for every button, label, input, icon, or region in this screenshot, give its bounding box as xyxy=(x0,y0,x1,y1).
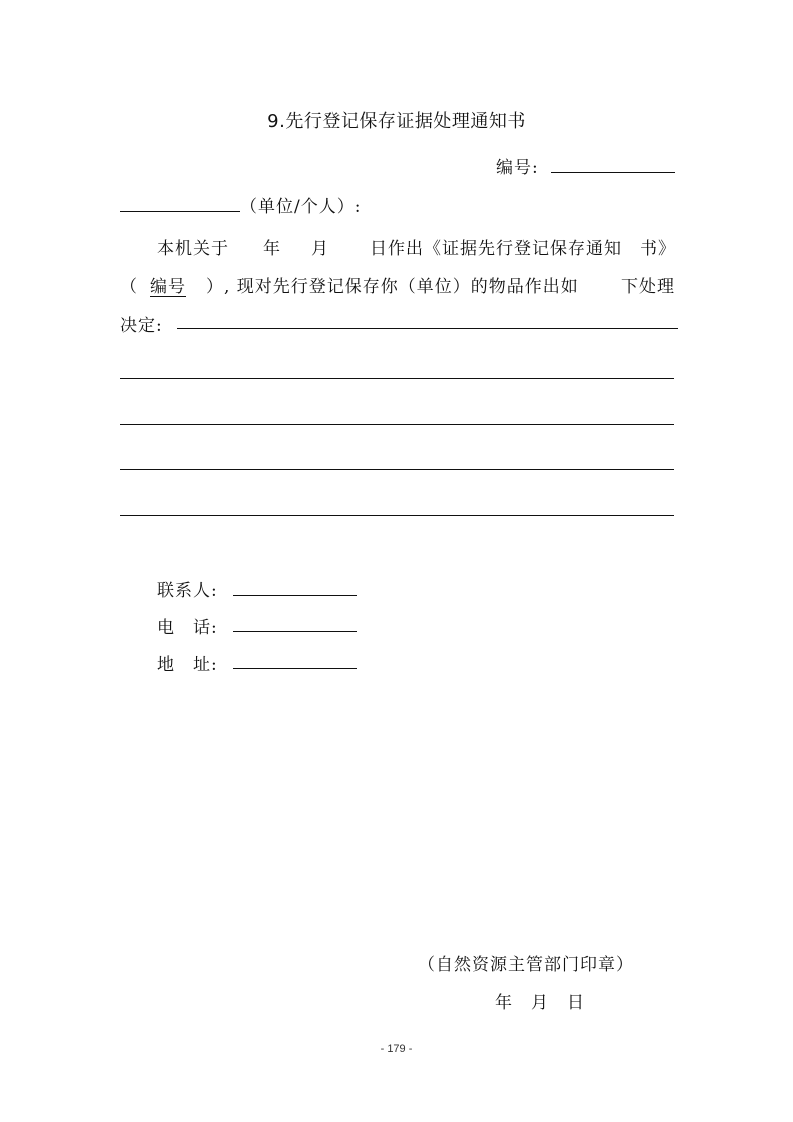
contact-person-label: 联系人: xyxy=(157,581,218,601)
body-line1-month: 月 xyxy=(311,239,329,259)
decision-blank-line-5 xyxy=(120,515,674,516)
body-line1-part1: 本机关于 xyxy=(157,239,229,259)
body-line1-part2: 日作出《证据先行登记保存通知 xyxy=(370,239,622,259)
body-line2-number: 编号 xyxy=(150,277,186,297)
document-title: 9.先行登记保存证据处理通知书 xyxy=(267,111,526,132)
decision-blank-line-4 xyxy=(120,469,674,470)
decision-blank-line-1 xyxy=(177,328,678,329)
contact-phone-blank-line xyxy=(233,631,357,632)
body-line2-text: ）, 现对先行登记保存你（单位）的物品作出如 xyxy=(206,277,579,297)
contact-address-label: 地 址: xyxy=(157,655,218,675)
recipient-blank-line xyxy=(120,211,240,212)
decision-label: 决定: xyxy=(120,316,163,336)
contact-address-blank-line xyxy=(233,668,357,669)
page-number: - 179 - xyxy=(380,1043,413,1055)
contact-phone-label: 电 话: xyxy=(157,618,218,638)
date-line: 年 月 日 xyxy=(495,993,585,1013)
body-line2-tail: 下处理 xyxy=(621,277,675,297)
body-line1-year: 年 xyxy=(263,239,281,259)
recipient-suffix: （单位/个人）: xyxy=(240,197,362,217)
body-line1-part3: 书》 xyxy=(640,239,676,259)
body-line2-open: （ xyxy=(120,277,138,297)
contact-person-blank-line xyxy=(233,595,357,596)
number-blank-line xyxy=(551,172,675,173)
decision-blank-line-3 xyxy=(120,424,674,425)
seal-text: （自然资源主管部门印章） xyxy=(418,955,634,975)
number-label: 编号: xyxy=(496,158,539,178)
decision-blank-line-2 xyxy=(120,378,674,379)
